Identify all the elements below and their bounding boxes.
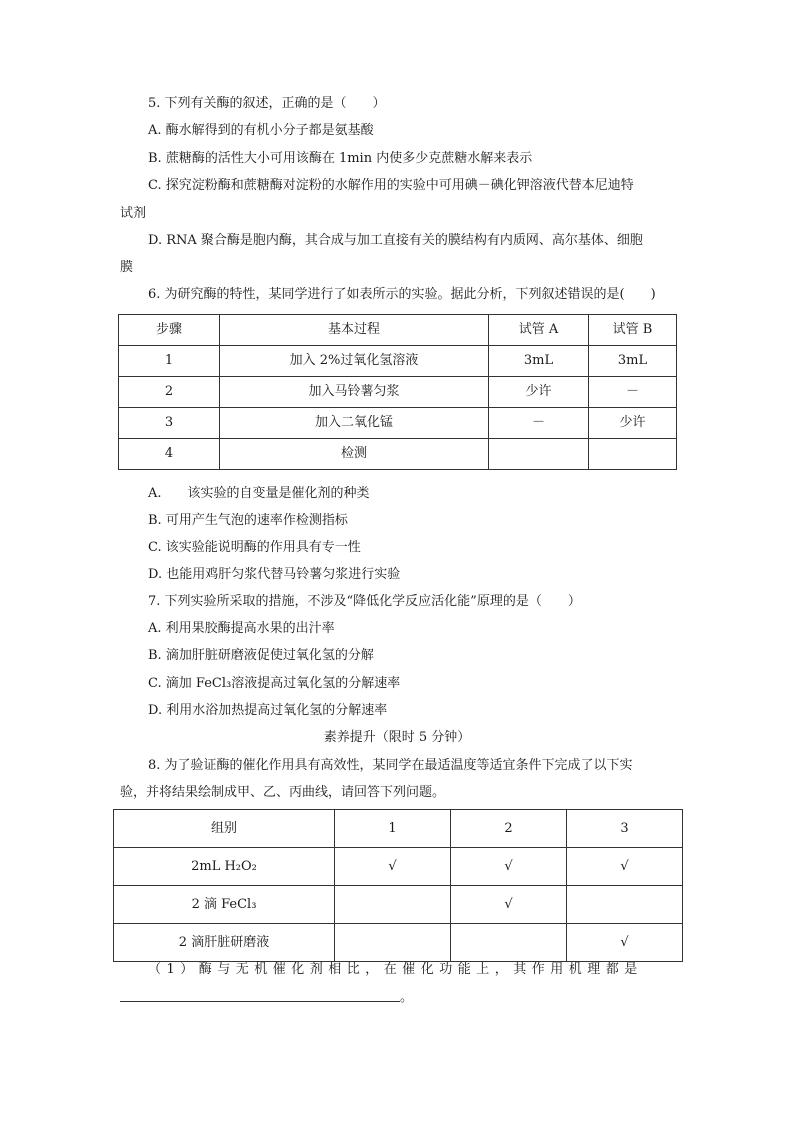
q6-experiment-table [118,314,677,470]
section-heading: 素养提升（限时 5 分钟） [323,730,471,745]
table-row [114,886,683,924]
q5-option-d-cont: 膜 [120,260,134,275]
table-cell: √ [451,886,567,924]
q7-option-d: D. 利用水浴加热提高过氧化氢的分解速率 [148,703,388,718]
q7-option-a: A. 利用果胶酶提高水果的出汁率 [148,621,335,636]
table-row [114,848,683,886]
header-cell: 步骤 [119,315,220,346]
table-row [119,439,677,470]
table-cell: 2mL H₂O₂ [114,848,335,886]
q8-sub-question-1: （1）酶与无机催化剂相比，在催化功能上，其作用机理都是 [148,962,643,977]
table-cell [567,886,683,924]
table-row [119,408,677,439]
table-cell: √ [567,848,683,886]
q5-option-c: C. 探究淀粉酶和蔗糖酶对淀粉的水解作用的实验中可用碘－碘化钾溶液代替本尼迪特 [148,178,634,193]
header-cell: 2 [451,810,567,848]
header-cell: 试管 A [489,315,589,346]
sentence-end-mark: 。 [400,990,414,1005]
q5-stem: 5. 下列有关酶的叙述，正确的是（ ） [148,96,386,111]
q5-option-a: A. 酶水解得到的有机小分子都是氨基酸 [148,123,374,138]
header-cell: 基本过程 [220,315,489,346]
table-cell: 2 滴 FeCl₃ [114,886,335,924]
q6-option-a: A. 该实验的自变量是催化剂的种类 [148,486,370,501]
table-header-row [119,315,677,346]
table-cell: － [589,377,677,408]
table-cell: 少许 [489,377,589,408]
table-cell: 1 [119,346,220,377]
table-cell: 少许 [589,408,677,439]
q5-option-d: D. RNA 聚合酶是胞内酶，其合成与加工直接有关的膜结构有内质网、高尔基体、细胞 [148,233,643,248]
header-cell: 试管 B [589,315,677,346]
q6-option-d: D. 也能用鸡肝匀浆代替马铃薯匀浆进行实验 [148,567,401,582]
table-cell [335,886,451,924]
table-cell [451,924,567,962]
table-header-row [114,810,683,848]
table-cell: 3 [119,408,220,439]
table-cell: 3mL [589,346,677,377]
q7-option-b: B. 滴加肝脏研磨液促使过氧化氢的分解 [148,648,374,663]
table-cell: 检测 [220,439,489,470]
header-cell: 组别 [114,810,335,848]
table-cell [589,439,677,470]
q8-group-table [113,809,683,962]
table-cell [335,924,451,962]
table-cell: √ [567,924,683,962]
answer-blank[interactable] [120,1001,400,1002]
q6-stem: 6. 为研究酶的特性，某同学进行了如表所示的实验。据此分析，下列叙述错误的是( ) [148,287,656,302]
table-cell: 2 滴肝脏研磨液 [114,924,335,962]
q8-stem: 8. 为了验证酶的催化作用具有高效性，某同学在最适温度等适宜条件下完成了以下实 [148,758,633,773]
q7-stem: 7. 下列实验所采取的措施，不涉及“降低化学反应活化能”原理的是（ ） [148,594,581,609]
table-row [119,346,677,377]
table-cell: 4 [119,439,220,470]
table-cell: 2 [119,377,220,408]
q5-option-c-cont: 试剂 [120,206,147,221]
table-row [114,924,683,962]
q6-option-b: B. 可用产生气泡的速率作检测指标 [148,513,348,528]
table-cell [489,439,589,470]
header-cell: 1 [335,810,451,848]
table-cell: 加入 2%过氧化氢溶液 [220,346,489,377]
table-cell: 加入二氧化锰 [220,408,489,439]
q5-option-b: B. 蔗糖酶的活性大小可用该酶在 1min 内使多少克蔗糖水解来表示 [148,151,533,166]
table-cell: √ [335,848,451,886]
q8-stem-cont: 验，并将结果绘制成甲、乙、丙曲线，请回答下列问题。 [120,785,446,800]
q7-option-c: C. 滴加 FeCl₃溶液提高过氧化氢的分解速率 [148,676,401,691]
header-cell: 3 [567,810,683,848]
table-cell: √ [451,848,567,886]
q6-option-c: C. 该实验能说明酶的作用具有专一性 [148,540,361,555]
table-cell: 加入马铃薯匀浆 [220,377,489,408]
table-cell: 3mL [489,346,589,377]
table-row [119,377,677,408]
table-cell: － [489,408,589,439]
